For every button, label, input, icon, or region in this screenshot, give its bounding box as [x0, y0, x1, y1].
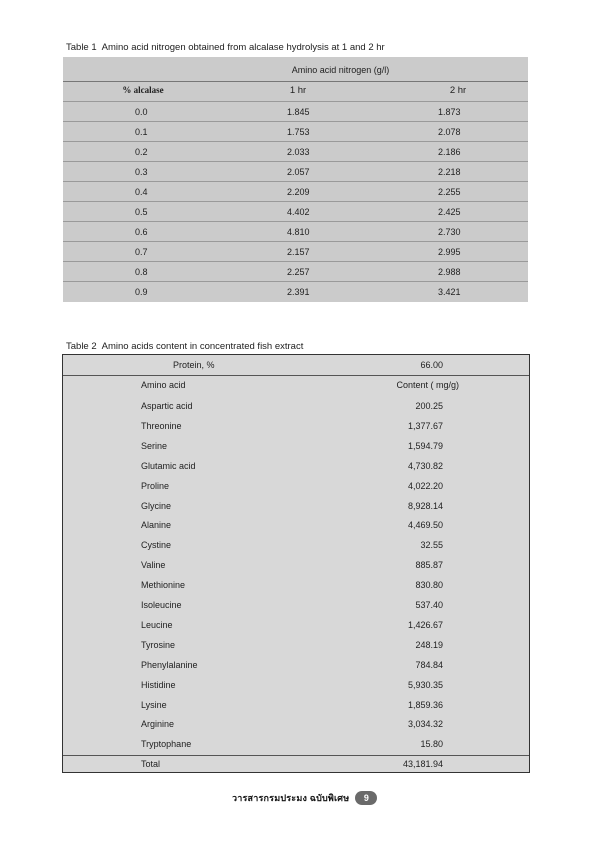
table2-cell-name: Lysine [141, 699, 167, 710]
page-footer [232, 791, 377, 805]
table1-cell-1hr: 2.157 [287, 247, 310, 257]
table1-cell-pct: 0.9 [135, 287, 148, 297]
table2-number: Table 2 [66, 341, 97, 352]
table2-protein-value: 66.00 [420, 360, 443, 370]
table2-row [63, 615, 529, 635]
table2-cell-value: 5,930.35 [407, 679, 443, 690]
table2-cell-name: Isoleucine [141, 600, 182, 610]
table2-cell-name: Serine [141, 440, 168, 451]
table2-cell-value: 1,377.67 [407, 420, 443, 431]
table2-cell-name: Tyrosine [141, 639, 176, 650]
table1-cell-pct: 0.0 [135, 107, 148, 117]
table2-cell-name: Cystine [141, 540, 172, 551]
table2-cell-name: Glutamic acid [141, 460, 196, 471]
table2-cell-value: 8,928.14 [407, 500, 443, 511]
table2-row [63, 496, 529, 516]
table1-cell-2hr: 2.425 [438, 207, 461, 217]
table1-cell-2hr: 2.186 [438, 147, 461, 157]
table2-row [63, 635, 529, 655]
table1-row [63, 101, 528, 122]
table1-group-header-text: Amino acid nitrogen (g/l) [291, 65, 390, 75]
table1-number: Table 1 [66, 42, 97, 53]
table2-row [63, 456, 529, 476]
table1-cell-2hr: 2.730 [438, 227, 461, 237]
table1-cell-2hr: 2.078 [438, 127, 461, 137]
table2-cell-name: Methionine [141, 580, 186, 591]
table1-cell-1hr: 2.033 [287, 147, 310, 157]
table2-row [63, 476, 529, 496]
table1-row [63, 221, 528, 242]
table2-total-value: 43,181.94 [402, 759, 443, 769]
table2-cell-value: 1,594.79 [407, 440, 443, 451]
table1-title: Amino acid nitrogen obtained from alcalase hydrolysis at 1 and 2 hr [101, 42, 385, 53]
table2-cell-name: Threonine [141, 420, 182, 431]
table2-cell-name: Proline [141, 480, 170, 491]
table1-cell-1hr: 4.402 [287, 207, 310, 217]
table2-cell-value: 4,022.20 [407, 480, 443, 491]
table1-cell-2hr: 2.988 [438, 267, 461, 277]
table2-row [63, 396, 529, 416]
table1-col-pct: % alcalase [122, 85, 164, 95]
table1-row [63, 121, 528, 142]
table2-cell-value: 830.80 [415, 580, 443, 591]
table1-cell-pct: 0.6 [135, 227, 148, 237]
table2-row [63, 595, 529, 615]
table2-cell-name: Alanine [141, 520, 172, 531]
table1-cell-pct: 0.8 [135, 267, 148, 277]
table2-row [63, 695, 529, 715]
table1-cell-1hr: 2.257 [287, 267, 310, 277]
table2-cell-value: 32.55 [420, 540, 443, 551]
table2-cell-value: 3,034.32 [407, 719, 443, 730]
table2-row [63, 416, 529, 436]
table1-row [63, 181, 528, 202]
table1-group-header [63, 57, 528, 80]
table2-row [63, 436, 529, 456]
table2-header-row [63, 375, 529, 395]
table2-cell-value: 784.84 [415, 659, 443, 670]
table2-title: Amino acids content in concentrated fish extract [101, 341, 304, 352]
table2-col-name: Amino acid [141, 380, 186, 390]
table2-total-row [63, 755, 529, 773]
table1-row [63, 281, 528, 302]
table1-cell-1hr: 2.209 [287, 187, 310, 197]
table1-header-divider [63, 81, 528, 82]
table2-row [63, 555, 529, 575]
table2-row [63, 535, 529, 555]
table2 [62, 354, 530, 773]
table2-cell-name: Glycine [141, 500, 172, 511]
table1-cell-2hr: 2.255 [438, 187, 461, 197]
table2-col-value: Content ( mg/g) [396, 380, 459, 390]
table2-cell-value: 248.19 [415, 639, 443, 650]
table2-row [63, 515, 529, 535]
table1-row [63, 141, 528, 162]
table2-cell-name: Aspartic acid [141, 401, 193, 411]
table2-cell-value: 1,426.67 [407, 619, 443, 630]
table1-cell-pct: 0.5 [135, 207, 148, 217]
table2-cell-value: 15.80 [420, 739, 443, 750]
table2-protein-row [63, 355, 529, 376]
table1-caption [66, 42, 385, 53]
table2-caption [66, 341, 303, 352]
table1 [63, 57, 528, 302]
footer-journal-name: วารสารกรมประมง ฉบับพิเศษ [232, 793, 350, 803]
table2-cell-name: Leucine [141, 619, 173, 630]
table1-cell-pct: 0.4 [135, 187, 148, 197]
table2-row [63, 575, 529, 595]
table2-cell-value: 885.87 [415, 560, 443, 571]
table2-total-label: Total [141, 759, 161, 769]
table1-cell-1hr: 2.057 [287, 167, 310, 177]
table1-cell-2hr: 1.873 [438, 107, 461, 117]
table1-cell-pct: 0.1 [135, 127, 148, 137]
table2-cell-name: Histidine [141, 679, 176, 690]
table1-cell-2hr: 2.995 [438, 247, 461, 257]
table2-cell-name: Tryptophane [141, 739, 192, 750]
table1-cell-1hr: 1.753 [287, 127, 310, 137]
table2-cell-name: Phenylalanine [141, 659, 198, 670]
table1-row [63, 261, 528, 282]
table1-col-2hr: 2 hr [449, 85, 467, 96]
table1-row [63, 161, 528, 182]
table2-row [63, 714, 529, 734]
table1-cell-2hr: 2.218 [438, 167, 461, 177]
table1-cell-1hr: 1.845 [287, 107, 310, 117]
table2-cell-value: 200.25 [415, 401, 443, 411]
table2-cell-value: 537.40 [415, 600, 443, 610]
table2-cell-value: 1,859.36 [407, 699, 443, 710]
table1-cell-pct: 0.7 [135, 247, 148, 257]
table1-cell-2hr: 3.421 [438, 287, 461, 297]
table2-cell-value: 4,469.50 [407, 520, 443, 531]
table1-cell-pct: 0.2 [135, 147, 148, 157]
table2-row [63, 655, 529, 675]
table1-cell-pct: 0.3 [135, 167, 148, 177]
table2-row [63, 734, 529, 754]
page-number-badge: 9 [355, 791, 377, 805]
table2-row [63, 675, 529, 695]
table2-cell-value: 4,730.82 [407, 460, 443, 471]
table1-row [63, 241, 528, 262]
table2-cell-name: Valine [141, 560, 166, 571]
table2-protein-label: Protein, % [173, 360, 215, 370]
table1-row [63, 201, 528, 222]
table1-cell-1hr: 2.391 [287, 287, 310, 297]
table1-col-1hr: 1 hr [289, 85, 307, 96]
table1-cell-1hr: 4.810 [287, 227, 310, 237]
table2-cell-name: Arginine [141, 719, 175, 730]
